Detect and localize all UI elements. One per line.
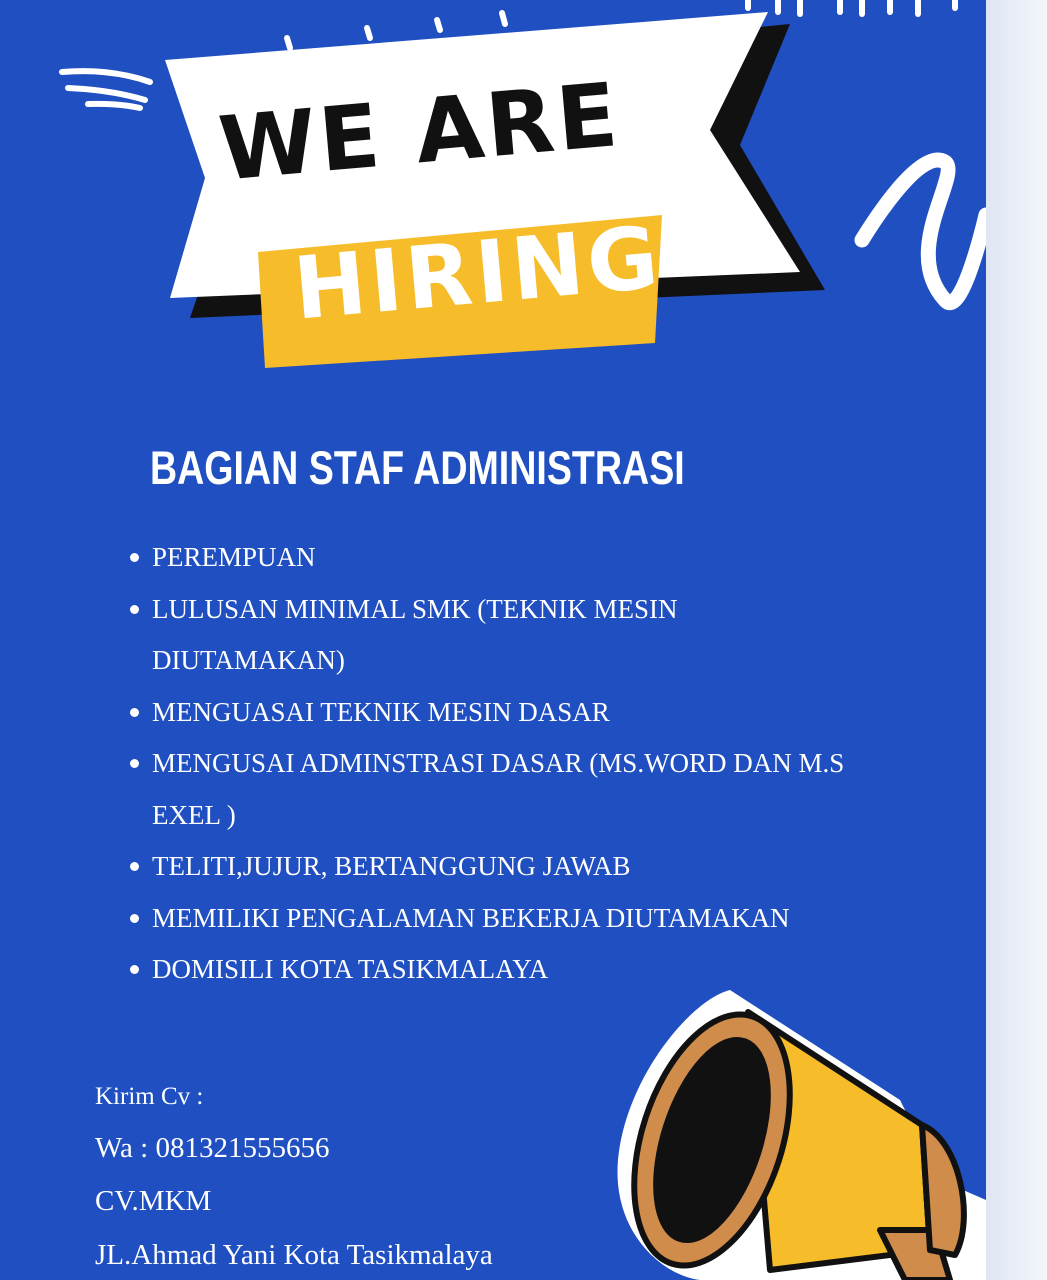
- company-name: CV.MKM: [95, 1185, 212, 1217]
- list-item: LULUSAN MINIMAL SMK (TEKNIK MESIN DIUTAMAKAN): [128, 584, 868, 687]
- list-item: PEREMPUAN: [128, 532, 868, 584]
- hiring-heading: HIRING: [290, 207, 667, 340]
- position-title: BAGIAN STAF ADMINISTRASI: [150, 441, 685, 494]
- whatsapp-number: Wa : 081321555656: [95, 1132, 330, 1164]
- list-item: MEMILIKI PENGALAMAN BEKERJA DIUTAMAKAN: [128, 893, 868, 945]
- list-item: TELITI,JUJUR, BERTANGGUNG JAWAB: [128, 841, 868, 893]
- list-item: MENGUASAI TEKNIK MESIN DASAR: [128, 687, 868, 739]
- list-item: MENGUSAI ADMINSTRASI DASAR (MS.WORD DAN M.S EXEL ): [128, 738, 868, 841]
- contact-heading: Kirim Cv :: [95, 1083, 204, 1110]
- page-edge: [986, 0, 1047, 1280]
- company-address: JL.Ahmad Yani Kota Tasikmalaya: [95, 1239, 493, 1271]
- we-are-heading: WE ARE: [215, 62, 625, 201]
- list-item: DOMISILI KOTA TASIKMALAYA: [128, 944, 868, 996]
